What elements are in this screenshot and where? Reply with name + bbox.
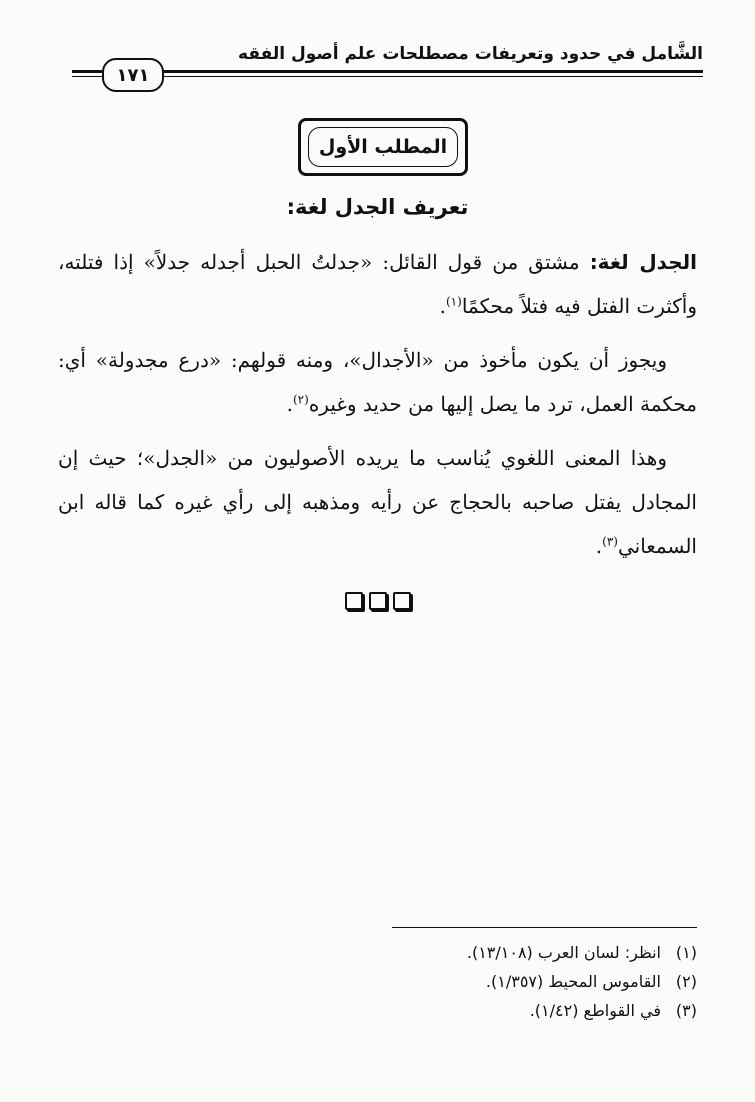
- footnote-number: (٢): [675, 972, 697, 991]
- body-text: [58, 240, 697, 578]
- paragraph-end: .: [439, 294, 446, 318]
- footnote-item: [297, 967, 697, 996]
- footnote-text: في القواطع (١/٤٢).: [529, 1001, 661, 1020]
- paragraph-text: ويجوز أن يكون مأخوذ من «الأجدال»، ومنه قولهم: «درع مجدولة» أي: محكمة العمل، ترد ما يصل إليها من حديد وغيره: [58, 348, 697, 416]
- section-title: المطلب الأول: [308, 127, 458, 167]
- paragraph-2: [58, 338, 697, 426]
- running-header-title: الشَّامل في حدود وتعريفات مصطلحات علم أصول الفقه: [238, 44, 703, 64]
- paragraph-3: [58, 436, 697, 568]
- footnote-number: (١): [675, 943, 697, 962]
- paragraph-end: .: [595, 534, 603, 558]
- footnote-item: [297, 938, 697, 967]
- footnote-text: القاموس المحيط (١/٣٥٧).: [485, 972, 661, 991]
- header-rule: [160, 70, 703, 77]
- paragraph-1: [58, 240, 697, 328]
- header-rule-left: [72, 70, 102, 77]
- footnote-ref: (١): [445, 294, 462, 309]
- square-ornament-icon: [393, 592, 411, 610]
- subheading: تعريف الجدل لغة:: [286, 195, 469, 219]
- footnotes: [297, 938, 697, 1025]
- footnote-item: [297, 996, 697, 1025]
- paragraph-lead: الجدل لغة:: [589, 250, 698, 274]
- page-number: ١٧١: [102, 58, 164, 92]
- square-ornament-icon: [369, 592, 387, 610]
- square-ornament-icon: [345, 592, 363, 610]
- footnote-ref: (٢): [292, 392, 309, 407]
- section-title-frame: [298, 118, 468, 176]
- section-separator: [0, 592, 755, 610]
- footnote-text: انظر: لسان العرب (١٣/١٠٨).: [466, 943, 661, 962]
- footnote-rule: [392, 927, 697, 928]
- paragraph-text: مشتق من قول القائل: «جدلتُ الحبل أجدله جدلاً» إذا فتلته، وأكثرت الفتل فيه فتلاً محكمًا: [58, 250, 697, 318]
- footnote-number: (٣): [675, 1001, 697, 1020]
- footnote-ref: (٣): [602, 534, 618, 549]
- paragraph-end: .: [286, 392, 293, 416]
- paragraph-text: وهذا المعنى اللغوي يُناسب ما يريده الأصوليون من «الجدل»؛ حيث إن المجادل يفتل صاحبه بالحجاج عن رأيه ومذهبه إلى رأي غيره كما قاله ابن السمعاني: [58, 446, 697, 558]
